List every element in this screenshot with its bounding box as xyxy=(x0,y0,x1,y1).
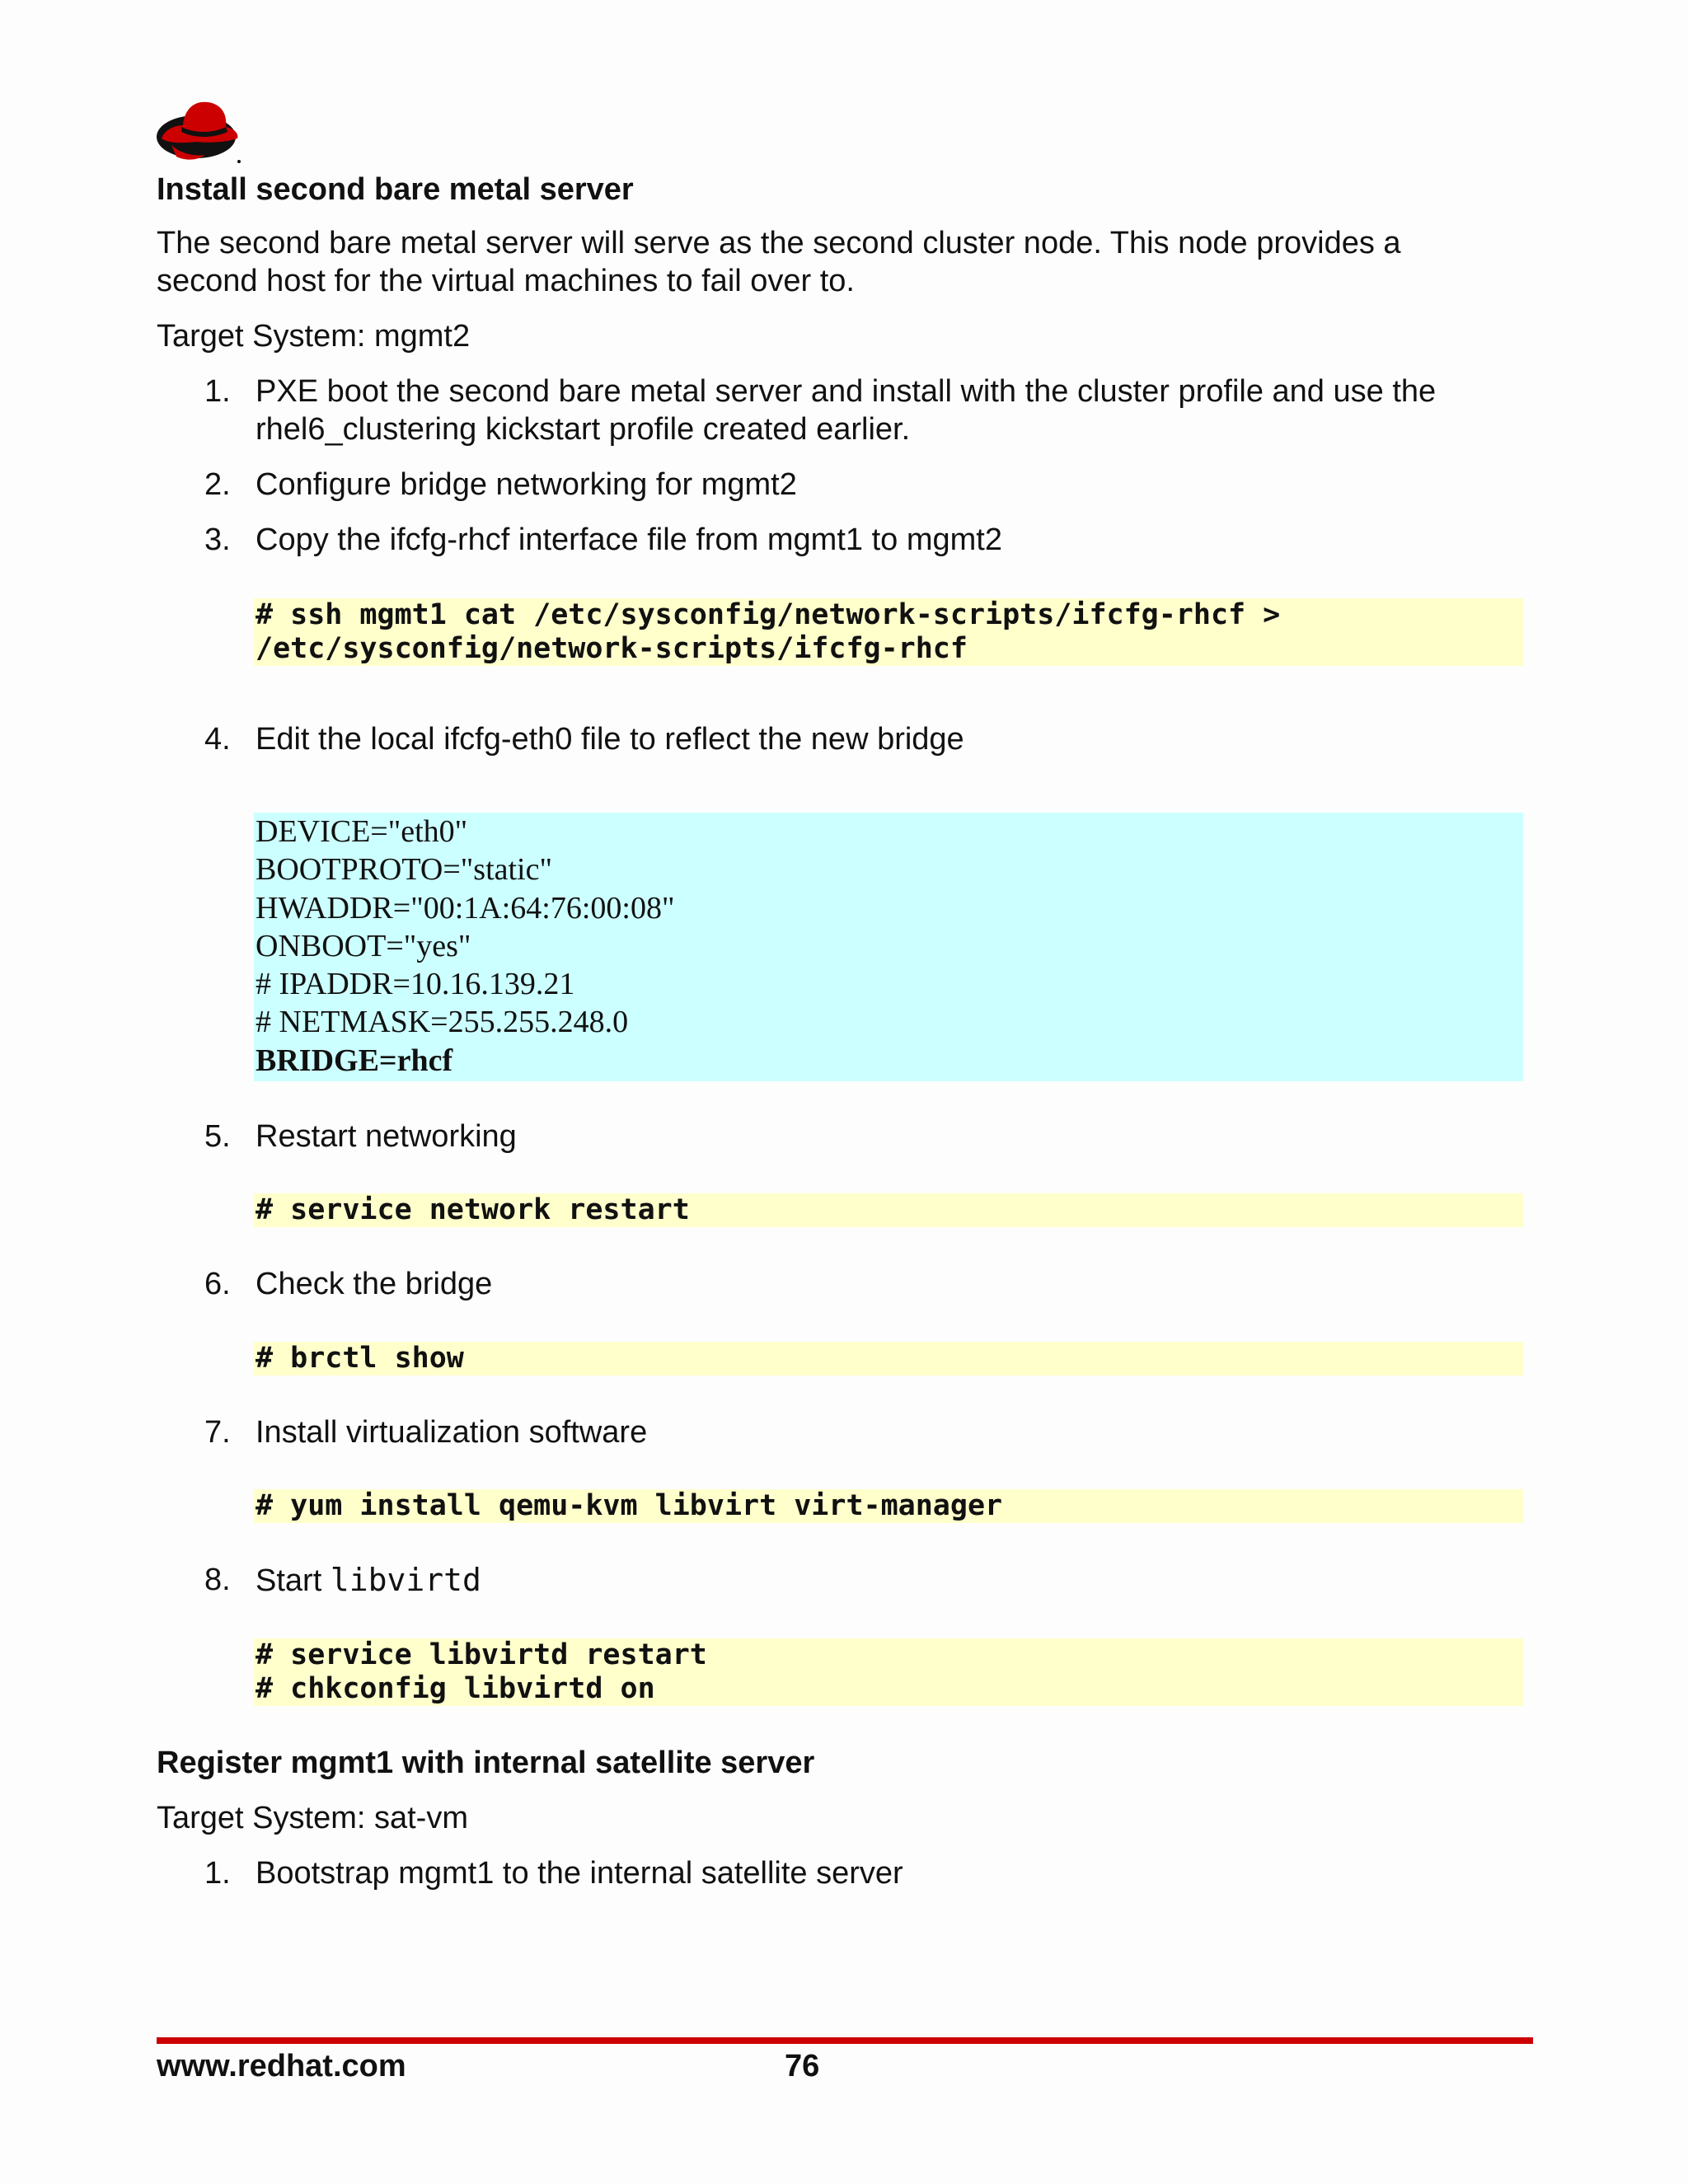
code-line: # ssh mgmt1 cat /etc/sysconfig/network-scripts/ifcfg-rhcf > xyxy=(256,598,1281,631)
section-heading-register-mgmt1: Register mgmt1 with internal satellite server xyxy=(157,1746,815,1780)
list-item-number: 2. xyxy=(204,467,231,502)
config-line: ONBOOT="yes" xyxy=(256,928,471,963)
list-item-text: Configure bridge networking for mgmt2 xyxy=(256,467,797,502)
list-item-number: 4. xyxy=(204,722,231,757)
list-item-text: Edit the local ifcfg-eth0 file to reflect the new bridge xyxy=(256,722,964,757)
footer-divider xyxy=(157,2037,1533,2044)
code-block xyxy=(254,1193,1523,1227)
list-item-text xyxy=(256,1561,1525,1600)
config-line: BRIDGE=rhcf xyxy=(256,1043,453,1078)
list-item-text: Restart networking xyxy=(256,1119,517,1154)
inline-code: libvirtd xyxy=(330,1562,481,1598)
list-item-text-part: Start xyxy=(256,1563,331,1598)
config-line: # NETMASK=255.255.248.0 xyxy=(256,1005,629,1040)
config-line: HWADDR="00:1A:64:76:00:08" xyxy=(256,890,675,926)
code-block xyxy=(254,598,1523,666)
list-item-text: Install virtualization software xyxy=(256,1415,648,1450)
list-item-number: 3. xyxy=(204,523,231,557)
code-line: # service network restart xyxy=(256,1193,690,1226)
code-line: /etc/sysconfig/network-scripts/ifcfg-rhcf xyxy=(256,632,968,665)
config-line: DEVICE="eth0" xyxy=(256,814,468,849)
config-file-block xyxy=(254,813,1523,1081)
page-number: 76 xyxy=(785,2049,820,2083)
config-line: # IPADDR=10.16.139.21 xyxy=(256,967,575,1002)
target-system-label: Target System: sat-vm xyxy=(157,1801,468,1835)
section-heading-install-second-server: Install second bare metal server xyxy=(157,172,634,207)
list-item-number: 1. xyxy=(204,374,231,409)
list-item-number: 6. xyxy=(204,1267,231,1301)
intro-paragraph xyxy=(157,224,1508,300)
list-item-text: Bootstrap mgmt1 to the internal satellite server xyxy=(256,1856,903,1891)
list-item-number: 8. xyxy=(204,1563,231,1597)
intro-line-2: second host for the virtual machines to fail over to. xyxy=(157,264,855,298)
list-item-text: Check the bridge xyxy=(256,1267,493,1301)
code-line: # service libvirtd restart xyxy=(256,1638,707,1671)
code-line: # brctl show xyxy=(256,1342,464,1375)
list-item-text xyxy=(256,373,1525,448)
code-block xyxy=(254,1489,1523,1523)
list-item-number: 5. xyxy=(204,1119,231,1154)
footer-website-link[interactable]: www.redhat.com xyxy=(157,2049,406,2083)
code-block xyxy=(254,1638,1523,1706)
red-hat-logo-icon xyxy=(153,96,246,166)
config-line: BOOTPROTO="static" xyxy=(256,852,552,888)
code-line: # yum install qemu-kvm libvirt virt-manager xyxy=(256,1489,1003,1522)
code-line: # chkconfig libvirtd on xyxy=(256,1672,655,1705)
intro-line-1: The second bare metal server will serve as the second cluster node. This node provides a xyxy=(157,226,1401,260)
list-item-text-line: rhel6_clustering kickstart profile created earlier. xyxy=(256,412,911,447)
code-block xyxy=(254,1342,1523,1376)
list-item-text-line: PXE boot the second bare metal server and install with the cluster profile and use the xyxy=(256,374,1437,409)
list-item-number: 1. xyxy=(204,1856,231,1891)
list-item-number: 7. xyxy=(204,1415,231,1450)
target-system-label: Target System: mgmt2 xyxy=(157,319,471,354)
list-item-text: Copy the ifcfg-rhcf interface file from mgmt1 to mgmt2 xyxy=(256,523,1002,557)
